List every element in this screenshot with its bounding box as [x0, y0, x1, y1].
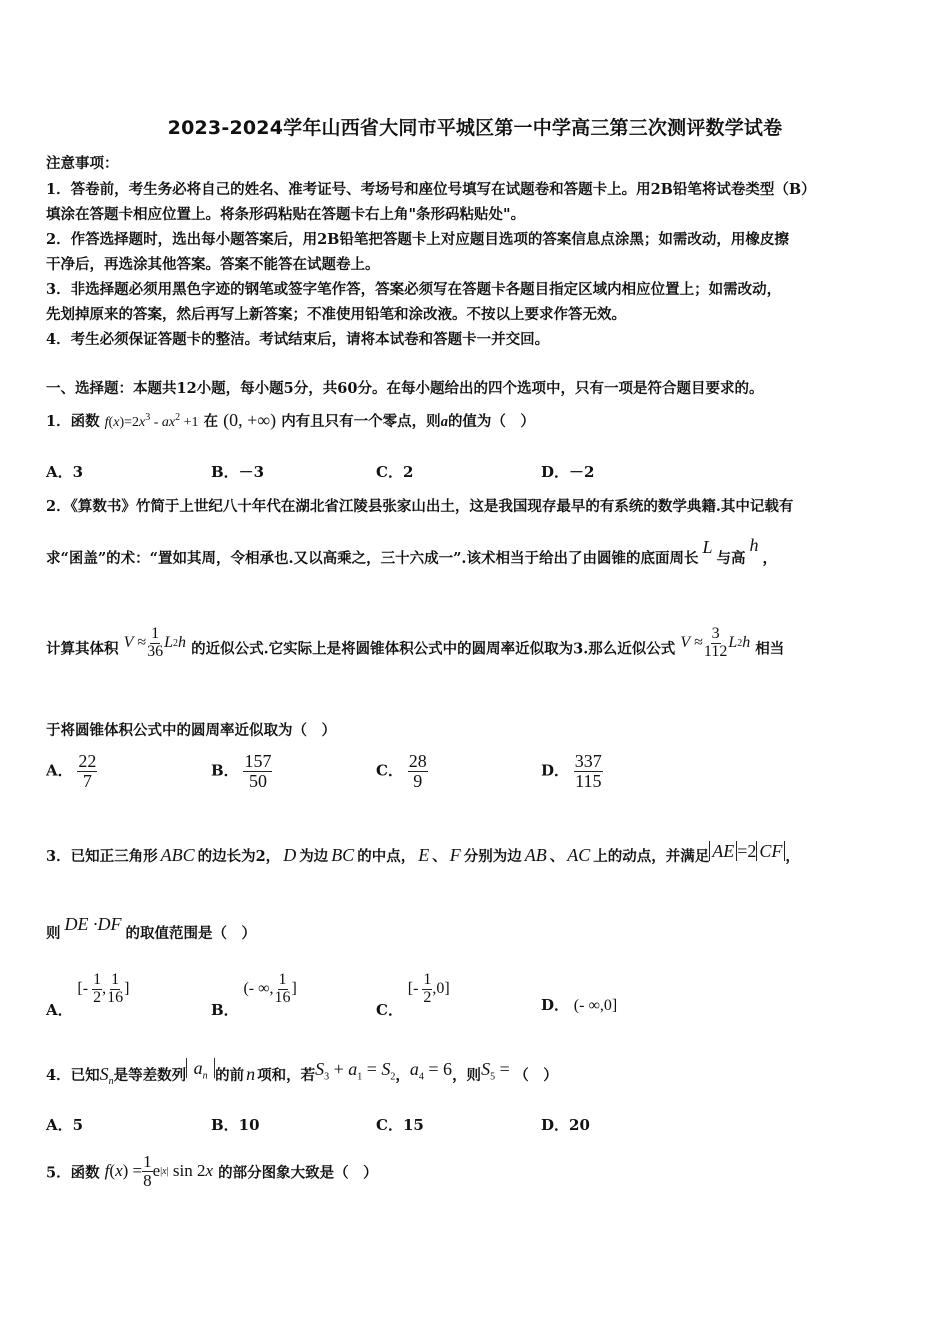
- q4-option-c: C．15: [376, 1116, 424, 1134]
- q3-option-c: C． [- $\frac{1}{2}$ ,0]: [376, 971, 450, 1020]
- q2-line-2: 求“囷盖”的术：“置如其周，令相承也.又以高乘之，三十六成一”.该术相当于给出了由圆锥的底面周长L与高h，: [46, 535, 777, 567]
- notice-line-3: 2．作答选择题时，选出每小题答案后，用2B铅笔把答题卡上对应题目选项的答案信息点涂黑；如需改动，用橡皮擦: [46, 231, 789, 248]
- page-title: 2023-2024学年山西省大同市平城区第一中学高三第三次测评数学试卷: [167, 117, 783, 139]
- notice-line-5: 3．非选择题必须用黑色字迹的钢笔或签字笔作答，答案必须写在答题卡各题目指定区域内相应位置上；如需改动，: [46, 281, 782, 298]
- q3-line-2: 则 DE ·DF 的取值范围是（ ）: [46, 914, 256, 942]
- notice-heading: 注意事项：: [46, 155, 119, 172]
- q4-option-a: A．5: [46, 1116, 84, 1134]
- q5-line: 5．函数 f ( x ) = $\frac{1}{8}$ e |x| sin 2 x 的部分图象大致是（ ）: [46, 1152, 378, 1190]
- q2-line-4: 于将圆锥体积公式中的圆周率近似取为（ ）: [46, 722, 336, 739]
- q2-option-c: C． $\frac{28}{9}$: [376, 751, 427, 791]
- notice-line-2: 填涂在答题卡相应位置上。将条形码粘贴在答题卡右上角"条形码粘贴处"。: [46, 206, 526, 223]
- notice-line-6: 先划掉原来的答案，然后再写上新答案；不准使用铅笔和涂改液。不按以上要求作答无效。: [46, 306, 626, 323]
- q1-option-b: B．－3: [211, 463, 265, 481]
- q2-line-1: 2．《算数书》竹简于上世纪八十年代在湖北省江陵县张家山出土，这是我国现存最早的有系统的数学典籍.其中记载有: [46, 498, 794, 515]
- q3-option-b: B． (- ∞, $\frac{1}{16}$ ]: [211, 971, 297, 1020]
- q4-option-b: B．10: [211, 1116, 260, 1134]
- q4-line: 4．已知$S_n$是等差数列 $a_n$ 的前 n 项和，若$S_3 + a_1 = S_2$，$a_4 = 6$，则$S_5$ = （ ）: [46, 1058, 558, 1087]
- q2-line-3: 计算其体积 V ≈ $\frac{1}{36}$ L 2 h 的近似公式.它实际上是将圆锥体积公式中的圆周率近似取为3.那么近似公式 V ≈ $\frac{3}{112}$ L 2 h 相当: [46, 625, 785, 660]
- notice-line-4: 干净后，再选涂其他答案。答案不能答在试题卷上。: [46, 256, 380, 273]
- q1-option-c: C．2: [376, 463, 414, 481]
- section-heading: 一、选择题：本题共12小题，每小题5分，共60分。在每小题给出的四个选项中，只有一项是符合题目要求的。: [46, 380, 764, 397]
- q2-option-d: D． $\frac{337}{115}$: [541, 751, 602, 791]
- notice-line-1: 1．答卷前，考生务必将自己的姓名、准考证号、考场号和座位号填写在试题卷和答题卡上。用2B铅笔将试卷类型（B）: [46, 181, 816, 198]
- question-1: 1．函数 $f(x)=2x^3 - ax^2 +1$ 在 (0, +∞) 内有且只有一个零点，则a的值为（ ）: [46, 410, 535, 430]
- notice-line-7: 4．考生必须保证答题卡的整洁。考试结束后，请将本试卷和答题卡一并交回。: [46, 331, 550, 348]
- q2-option-b: B． $\frac{157}{50}$: [211, 751, 272, 791]
- q3-option-d: D． (- ∞,0]: [541, 996, 618, 1014]
- q1-option-d: D．－2: [541, 463, 595, 481]
- q3-option-a: A． [- $\frac{1}{2}$ , $\frac{1}{16}$ ]: [46, 971, 130, 1020]
- q4-option-d: D．20: [541, 1116, 590, 1134]
- q1-option-a: A．3: [46, 463, 84, 481]
- q3-line-1: 3．已知正三角形 ABC 的边长为2， D 为边 BC 的中点， E 、 F 分别为边 AB 、 AC 上的动点，并满足 AE =2 CF ，: [46, 841, 800, 865]
- q2-option-a: A． $\frac{22}{7}$: [46, 751, 97, 791]
